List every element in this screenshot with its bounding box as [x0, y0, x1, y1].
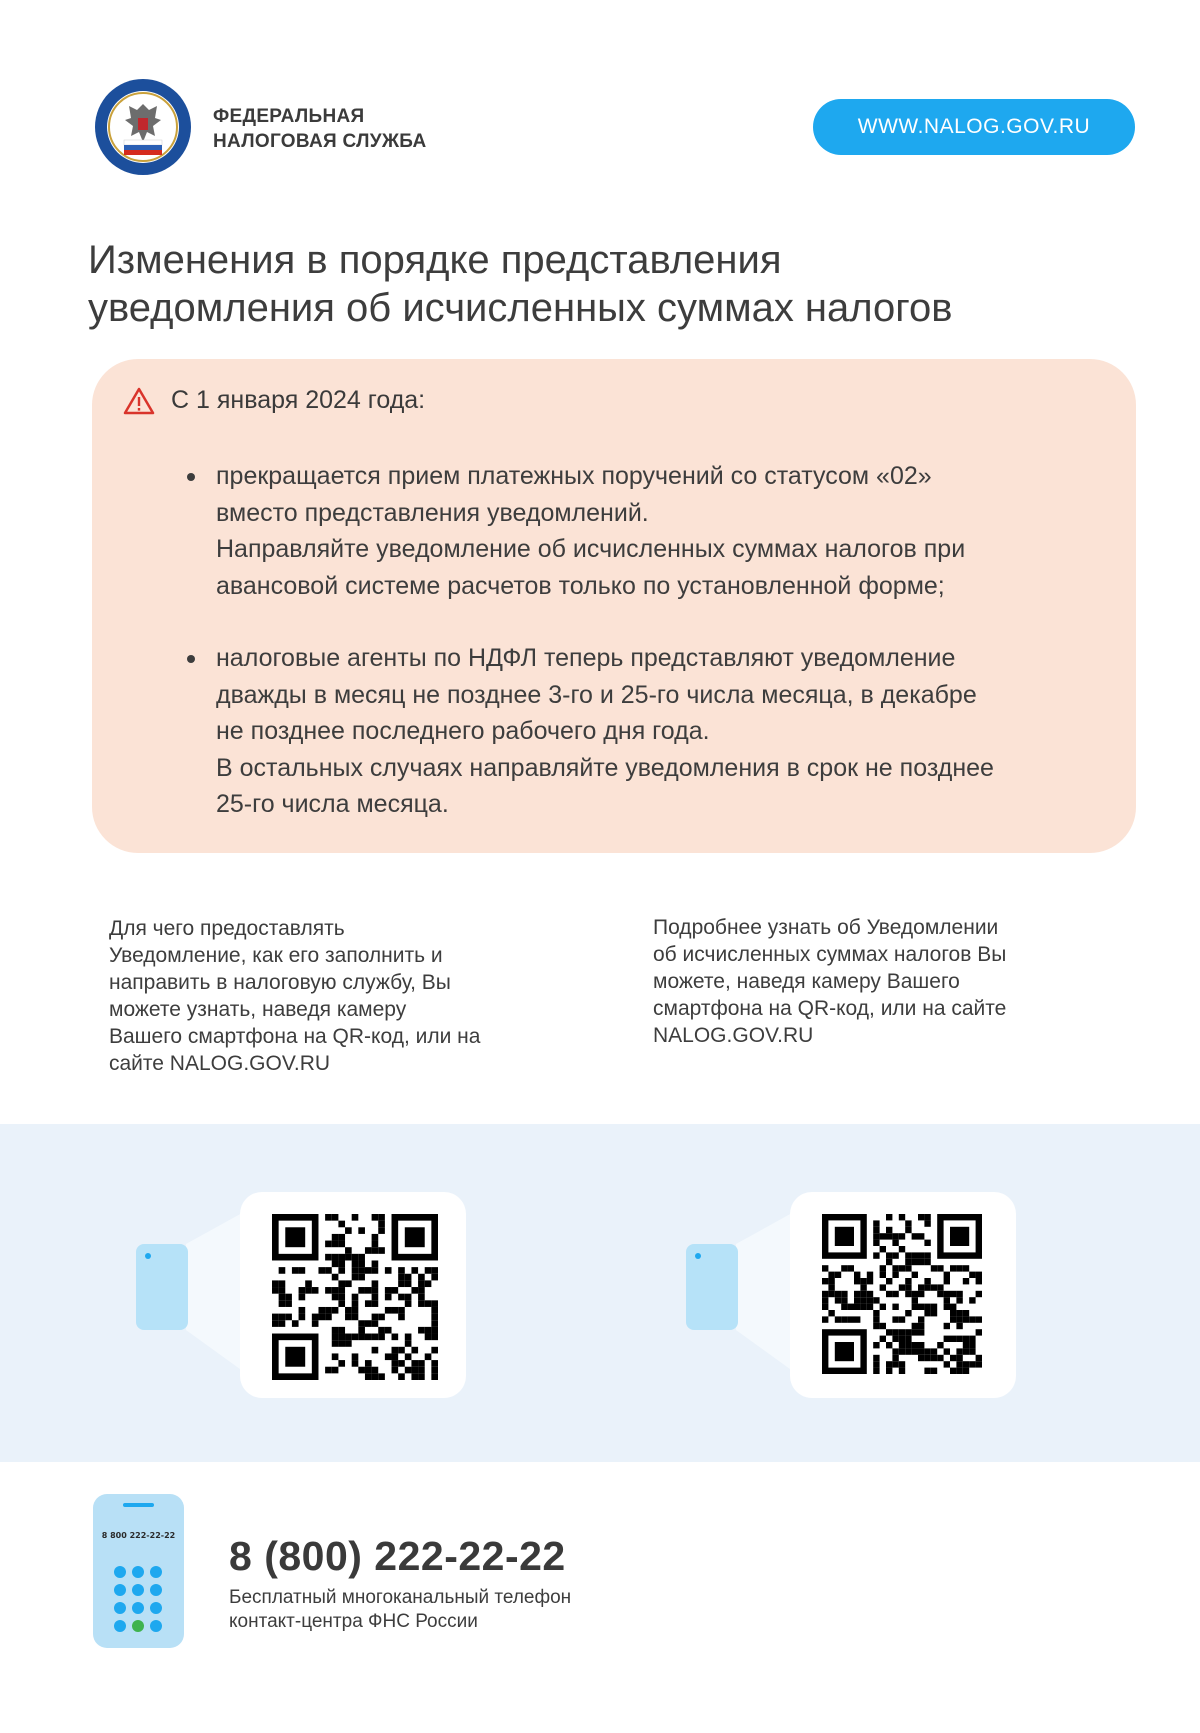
page-title — [88, 236, 1128, 332]
info-line: смартфона на QR-код, или на сайте — [653, 997, 1007, 1020]
qr-group-left — [136, 1192, 466, 1402]
keypad-key — [150, 1566, 162, 1578]
smartphone-icon — [686, 1244, 738, 1330]
bullet-text: вместо представления уведомлений. — [216, 498, 649, 527]
info-text-right — [653, 914, 1083, 1049]
hotline-caption — [229, 1586, 729, 1634]
bullet-text: дважды в месяц не позднее 3-го и 25-го числа месяца, в декабре — [216, 680, 977, 709]
bullet-text: не позднее последнего рабочего дня года. — [216, 717, 710, 745]
hotline-caption-line1: Бесплатный многоканальный телефон — [229, 1587, 572, 1608]
org-name-line1: ФЕДЕРАЛЬНАЯ — [213, 106, 365, 127]
bullet-text: прекращается прием платежных поручений со статусом «02» — [216, 462, 932, 490]
keypad-key — [132, 1584, 144, 1596]
info-line: сайте NALOG.GOV.RU — [109, 1052, 331, 1075]
hotline-number[interactable]: 8 (800) 222-22-22 — [229, 1533, 566, 1579]
bullet-text: Направляйте уведомление об исчисленных суммах налогов при — [216, 535, 966, 563]
phone-screen-number: 8 800 222-22-22 — [101, 1531, 176, 1540]
bullet-text: авансовой системе расчетов только по установленной форме; — [216, 571, 945, 600]
info-line: Вашего смартфона на QR-код, или на — [109, 1025, 481, 1048]
keypad-key — [150, 1620, 162, 1632]
bullet-dot — [187, 473, 195, 481]
info-line: Уведомление, как его заполнить и — [109, 944, 443, 967]
smartphone-icon — [136, 1244, 188, 1330]
website-link-button[interactable]: WWW.NALOG.GOV.RU — [813, 99, 1135, 155]
info-line: Для чего предоставлять — [109, 917, 345, 940]
info-line: направить в налоговую службу, Вы — [109, 971, 451, 994]
hotline-caption-line2: контакт-центра ФНС России — [229, 1611, 478, 1632]
notice-bullet-2 — [184, 640, 1114, 823]
page-title-line1: Изменения в порядке представления — [88, 238, 782, 282]
info-line: Подробнее узнать об Уведомлении — [653, 916, 999, 939]
info-text-left — [109, 915, 539, 1077]
bullet-dot — [187, 655, 195, 663]
page-title-line2: уведомления об исчисленных суммах налогов — [88, 286, 953, 330]
bullet-text: В остальных случаях направляйте уведомления в срок не позднее — [216, 753, 994, 782]
info-line: NALOG.GOV.RU — [653, 1024, 814, 1047]
info-line: можете, наведя камеру Вашего — [653, 970, 960, 993]
org-name — [213, 104, 427, 154]
phone-keypad-icon — [93, 1494, 184, 1648]
keypad-key — [114, 1566, 126, 1578]
qr-code-left[interactable] — [272, 1214, 438, 1380]
qr-card-right — [790, 1192, 1016, 1398]
notice-bullet-1 — [184, 458, 1114, 604]
keypad-key — [114, 1602, 126, 1614]
keypad-key — [132, 1566, 144, 1578]
fns-emblem-logo — [94, 78, 192, 176]
notice-bullet-list — [184, 458, 1114, 859]
qr-code-right[interactable] — [822, 1214, 982, 1374]
keypad-key — [150, 1584, 162, 1596]
notice-date-label: С 1 января 2024 года: — [171, 386, 426, 414]
org-name-line2: НАЛОГОВАЯ СЛУЖБА — [213, 131, 427, 152]
keypad-key — [114, 1620, 126, 1632]
warning-icon — [123, 387, 155, 415]
keypad-key — [114, 1584, 126, 1596]
qr-group-right — [686, 1192, 1016, 1402]
bullet-text: 25-го числа месяца. — [216, 790, 449, 818]
notice-header — [123, 386, 425, 415]
qr-card-left — [240, 1192, 466, 1398]
phone-speaker — [123, 1503, 154, 1507]
keypad-key — [132, 1602, 144, 1614]
keypad-key — [150, 1602, 162, 1614]
info-line: можете узнать, наведя камеру — [109, 998, 407, 1021]
bullet-text: налоговые агенты по НДФЛ теперь представляют уведомление — [216, 644, 956, 672]
info-line: об исчисленных суммах налогов Вы — [653, 943, 1007, 966]
keypad-key — [132, 1620, 144, 1632]
